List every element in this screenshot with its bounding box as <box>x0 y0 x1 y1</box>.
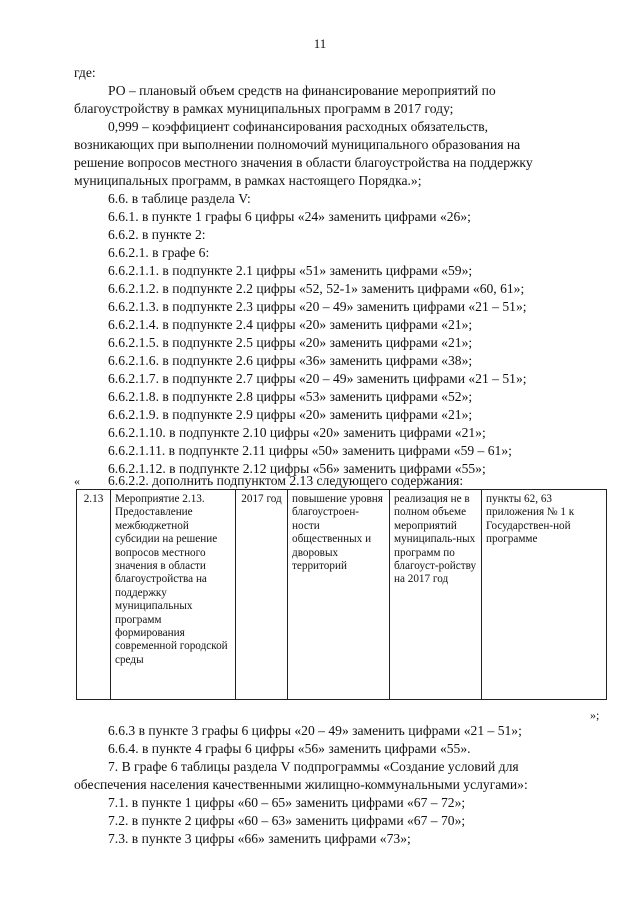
quote-close: »; <box>590 708 600 722</box>
ro-definition-line-1: РО – плановый объем средств на финансирование мероприятий по <box>108 83 496 98</box>
coef-definition-line-4: муниципальных программ, в рамках настоящего Порядка.»; <box>74 173 422 188</box>
paragraph-7-line-1: 7. В графе 6 таблицы раздела V подпрограммы «Создание условий для <box>108 759 519 774</box>
ro-definition-line-2: благоустройству в рамках муниципальных программ в 2017 году; <box>74 101 454 116</box>
intro-text: где: <box>74 65 96 80</box>
list-item: 6.6.2.1.7. в подпункте 2.7 цифры «20 – 49» заменить цифрами «21 – 51»; <box>108 371 527 386</box>
page-number: 11 <box>313 36 327 51</box>
coef-definition-line-3: решение вопросов местного значения в области благоустройства на поддержку <box>74 155 533 170</box>
list-item: 6.6.2.2. дополнить подпунктом 2.13 следующего содержания: <box>108 473 464 488</box>
list-item: 6.6.3 в пункте 3 графы 6 цифры «20 – 49» заменить цифрами «21 – 51»; <box>108 723 522 738</box>
list-item: 6.6.2. в пункте 2: <box>108 227 206 242</box>
table-cell-reference: пункты 62, 63 приложения № 1 к Государствен-ной программе <box>482 490 607 700</box>
table-cell-year: 2017 год <box>236 490 288 700</box>
list-item: 6.6.4. в пункте 4 графы 6 цифры «56» заменить цифрами «55». <box>108 741 471 756</box>
list-item: 6.6.2.1.4. в подпункте 2.4 цифры «20» заменить цифрами «21»; <box>108 317 473 332</box>
list-item: 6.6.2.1.9. в подпункте 2.9 цифры «20» заменить цифрами «21»; <box>108 407 473 422</box>
paragraph-7-line-2: обеспечения населения качественными жилищно-коммунальными услугами»: <box>74 777 528 792</box>
list-item: 6.6.2.1.3. в подпункте 2.3 цифры «20 – 49» заменить цифрами «21 – 51»; <box>108 299 527 314</box>
list-item: 6.6.2.1.1. в подпункте 2.1 цифры «51» заменить цифрами «59»; <box>108 263 473 278</box>
table-cell-goal: повышение уровня благоустроен-ности общественных и дворовых территорий <box>288 490 390 700</box>
list-item: 6.6.1. в пункте 1 графы 6 цифры «24» заменить цифрами «26»; <box>108 209 471 224</box>
list-item: 6.6.2.1.6. в подпункте 2.6 цифры «36» заменить цифрами «38»; <box>108 353 473 368</box>
table-row <box>77 490 607 700</box>
list-item: 7.1. в пункте 1 цифры «60 – 65» заменить цифрами «67 – 72»; <box>108 795 466 810</box>
table-cell-risk: реализация не в полном объеме мероприятий муниципаль-ных программ по благоуст-ройству на 2017 год <box>390 490 482 700</box>
list-item: 6.6.2.1.12. в подпункте 2.12 цифры «56» заменить цифрами «55»; <box>108 461 486 476</box>
table-cell-activity: Мероприятие 2.13. Предоставление межбюджетной субсидии на решение вопросов местного значения в области благоустройства на поддержку муниципальных программ формирования современной городской среды <box>111 490 236 700</box>
coef-definition-line-2: возникающих при выполнении полномочий муниципального образования на <box>74 137 521 152</box>
list-item: 6.6.2.1.5. в подпункте 2.5 цифры «20» заменить цифрами «21»; <box>108 335 473 350</box>
coef-definition-line-1: 0,999 – коэффициент софинансирования расходных обязательств, <box>108 119 489 134</box>
list-item: 6.6.2.1.8. в подпункте 2.8 цифры «53» заменить цифрами «52»; <box>108 389 473 404</box>
list-item: 6.6.2.1.10. в подпункте 2.10 цифры «20» заменить цифрами «21»; <box>108 425 486 440</box>
list-item: 6.6.2.1.11. в подпункте 2.11 цифры «50» заменить цифрами «59 – 61»; <box>108 443 512 458</box>
list-item: 7.3. в пункте 3 цифры «66» заменить цифрами «73»; <box>108 831 411 846</box>
list-item: 6.6. в таблице раздела V: <box>108 191 251 206</box>
list-item: 7.2. в пункте 2 цифры «60 – 63» заменить цифрами «67 – 70»; <box>108 813 466 828</box>
table-cell-number: 2.13 <box>77 490 111 700</box>
quote-open: « <box>74 474 80 488</box>
list-item: 6.6.2.1.2. в подпункте 2.2 цифры «52, 52-1» заменить цифрами «60, 61»; <box>108 281 525 296</box>
list-item: 6.6.2.1. в графе 6: <box>108 245 210 260</box>
amendment-table <box>76 489 607 700</box>
